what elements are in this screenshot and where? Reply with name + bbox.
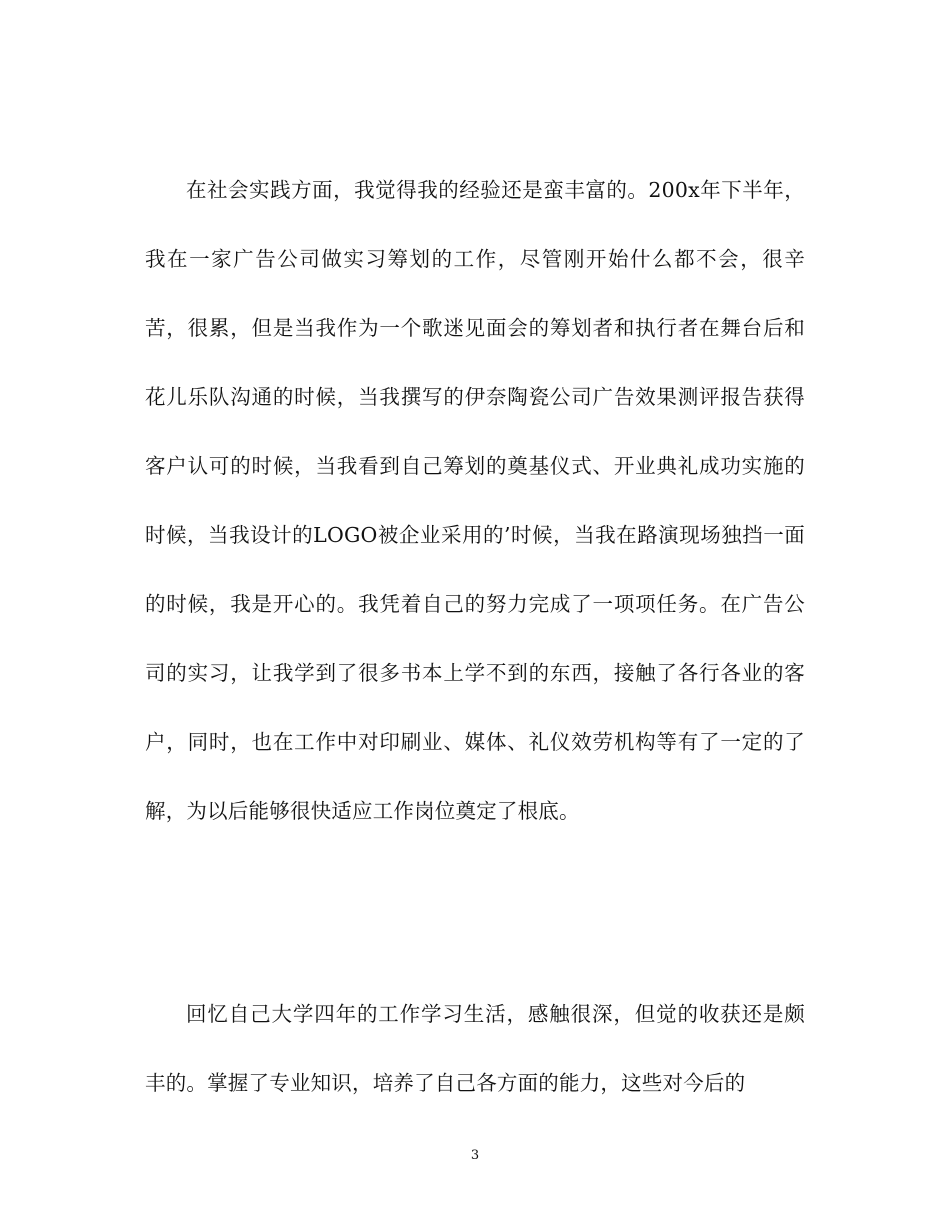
paragraph-university-recollection: 回忆自己大学四年的工作学习生活，感触很深，但觉的收获还是颇丰的。掌握了专业知识，培养了自己各方面的能力，这些对今后的 [145,1002,805,1095]
page-number: 3 [470,1148,480,1163]
paragraph-social-practice: 在社会实践方面，我觉得我的经验还是蛮丰富的。200x年下半年，我在一家广告公司做实习筹划的工作，尽管刚开始什么都不会，很辛苦，很累，但是当我作为一个歌迷见面会的筹划者和执行者在舞台后和花儿乐队沟通的时候，当我撰写的伊奈陶瓷公司广告效果测评报告获得客户认可的时候，当我看到自己筹划的奠基仪式、开业典礼成功实施的时候，当我设计的LOGO被企业采用的’时候，当我在路演现场独挡一面的时候，我是开心的。我凭着自己的努力完成了一项项任务。在广告公司的实习，让我学到了很多书本上学不到的东西，接触了各行各业的客户，同时，也在工作中对印刷业、媒体、礼仪效劳机构等有了一定的了解，为以后能够很快适应工作岗位奠定了根底。 [145,178,805,823]
